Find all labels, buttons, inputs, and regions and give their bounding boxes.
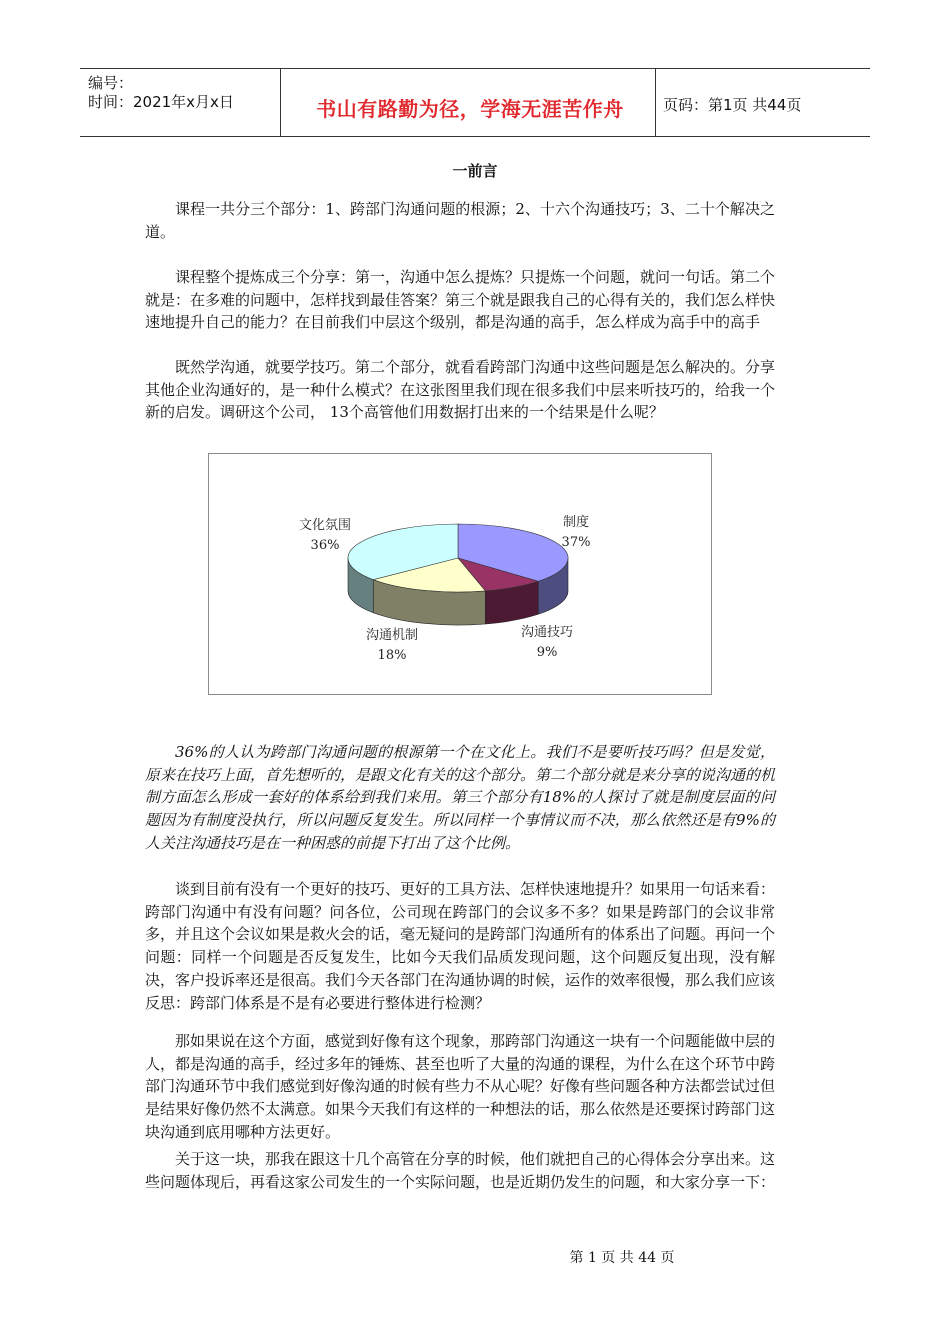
header-divider-right [655, 68, 656, 136]
paragraph-course-summary: 课程整个提炼成三个分享：第一，沟通中怎么提炼？只提炼一个问题，就问一句话。第二个就是：在多难的问题中，怎样找到最佳答案？第三个就是跟我自己的心得有关的，我们怎么样快速地提升自己的能力？在目前我们中层这个级别，都是沟通的高手，怎么样成为高手中的高手 [145, 268, 776, 332]
document-number-label: 编号： [88, 74, 134, 92]
pie-label-name-2: 沟通机制 [365, 628, 419, 643]
footer-page-number: 第 1 页 共 44 页 [569, 1250, 675, 1266]
document-date-label: 时间：2021年x月x日 [88, 93, 234, 111]
pie-label-name-3: 文化氛围 [298, 518, 352, 533]
pie-label-value-2: 18% [377, 648, 407, 663]
paragraph-executive-sharing: 关于这一块，那我在跟这十几个高管在分享的时候，他们就把自己的心得体会分享出来。这些问题体现后，再看这家公司发生的一个实际问题，也是近期仍发生的问题，和大家分享一下： [145, 1150, 776, 1191]
header-motto: 书山有路勤为径，学海无涯苦作舟 [316, 97, 624, 121]
pie-label-value-0: 37% [561, 535, 591, 550]
pie-chart [209, 454, 711, 694]
page-title: 一前言 [452, 162, 498, 180]
paragraph-cross-department-questions: 谈到目前有没有一个更好的技巧、更好的工具方法、怎样快速地提升？如果用一句话来看：跨部门沟通中有没有问题？问各位，公司现在跨部门的会议多不多？如果是跨部门的会议非常多，并且这个会议如果是救火会的话，毫无疑问的是跨部门沟通所有的体系出了问题。再问一个问题：同样一个问题是否反复发生，比如今天我们品质发现问题，这个问题反复出现，没有解决，客户投诉率还是很高。我们今天各部门在沟通协调的时候，运作的效率很慢，那么我们应该反思：跨部门体系是不是有必要进行整体进行检测？ [145, 880, 776, 1012]
paragraph-communication-masters: 那如果说在这个方面，感觉到好像有这个现象，那跨部门沟通这一块有一个问题能做中层的人，都是沟通的高手，经过多年的锤炼、甚至也听了大量的沟通的课程，为什么在这个环节中跨部门沟通环节中我们感觉到好像沟通的时候有些力不从心呢？好像有些问题各种方法都尝试过但是结果好像仍然不太满意。如果今天我们有这样的一种想法的话，那么依然是还要探讨跨部门这块沟通到底用哪种方法更好。 [145, 1032, 776, 1141]
pie-chart-frame [208, 453, 712, 695]
paragraph-course-parts: 课程一共分三个部分：1、跨部门沟通问题的根源；2、十六个沟通技巧；3、二十个解决之道。 [145, 200, 775, 241]
paragraph-chart-analysis: 36%的人认为跨部门沟通问题的根源第一个在文化上。我们不是要听技巧吗？但是发觉，原来在技巧上面，首先想听的，是跟文化有关的这个部分。第二个部分就是来分享的说沟通的机制方面怎么形成一套好的体系给到我们来用。第三个部分有18%的人探讨了就是制度层面的问题因为有制度没执行，所以问题反复发生。所以同样一个事情议而不决，那么依然还是有9%的人关注沟通技巧是在一种困惑的前提下打出了这个比例。 [145, 743, 776, 852]
header-page-label: 页码：第1页 共44页 [663, 96, 802, 114]
header-divider-left [280, 68, 281, 136]
pie-label-name-0: 制度 [562, 515, 590, 530]
pie-label-value-3: 36% [310, 538, 340, 553]
pie-label-value-1: 9% [536, 645, 558, 660]
paragraph-skills-intro: 既然学沟通，就要学技巧。第二个部分，就看看跨部门沟通中这些问题是怎么解决的。分享其他企业沟通好的，是一种什么模式？在这张图里我们现在很多我们中层来听技巧的，给我一个新的启发。调研这个公司， 13个高管他们用数据打出来的一个结果是什么呢？ [145, 358, 776, 422]
header-bottom-border [80, 136, 870, 137]
header-top-border [80, 68, 870, 69]
pie-label-name-1: 沟通技巧 [520, 625, 574, 640]
